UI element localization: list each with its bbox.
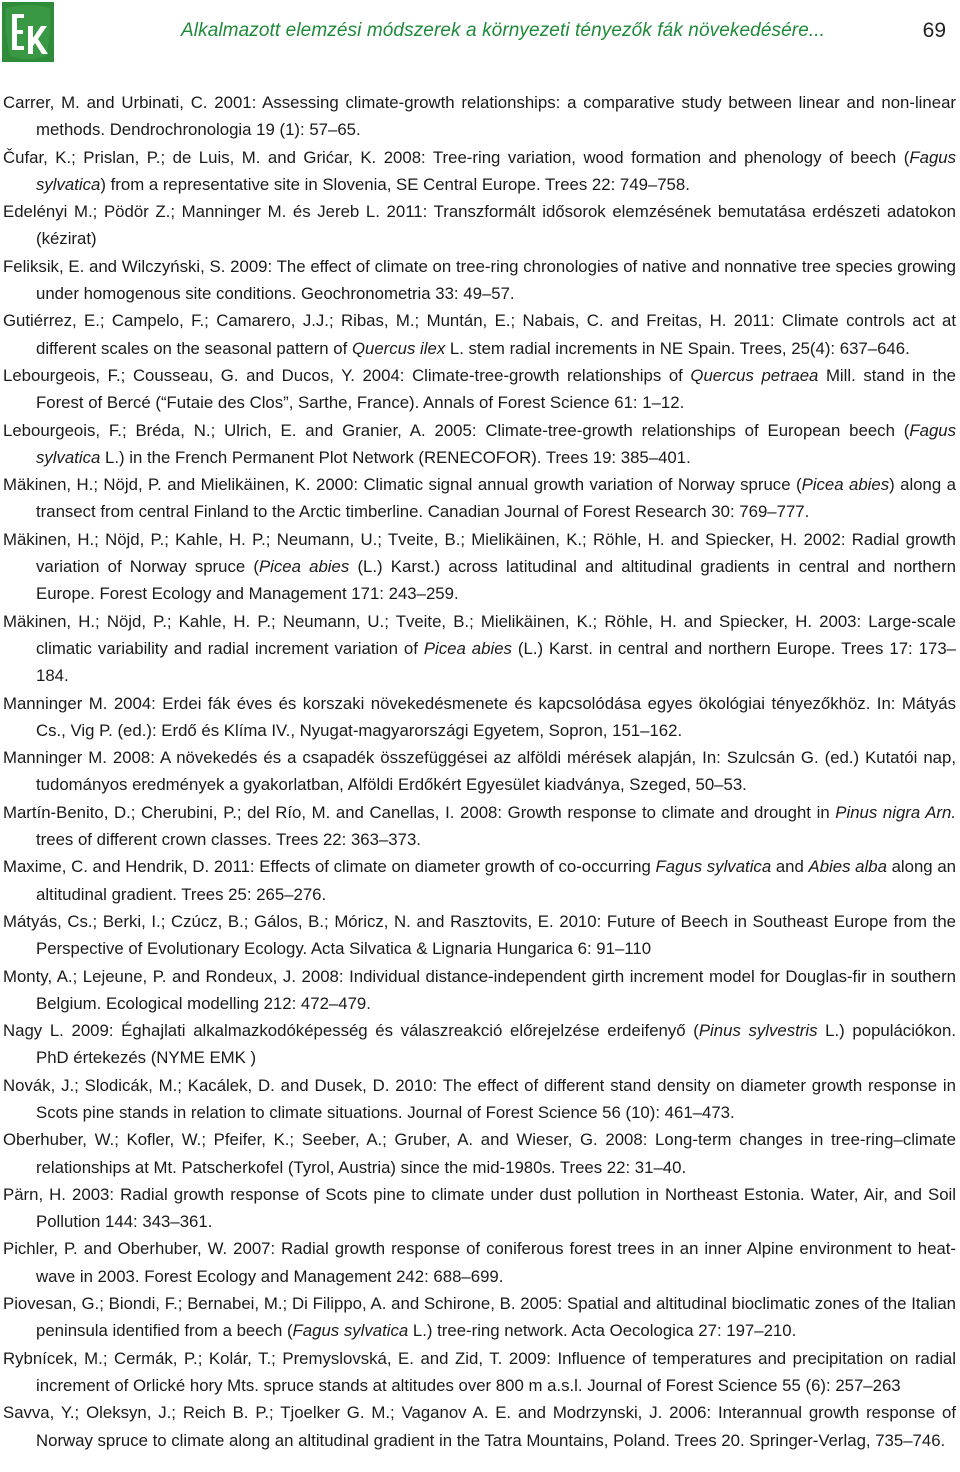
reference-text: Lebourgeois, F.; Bréda, N.; Ulrich, E. and Granier, A. 2005: Climate-tree-growth relationships of European beech ( [3,420,910,440]
reference-italic-text: Fagus sylvatica [36,420,956,467]
reference-text: Novák, J.; Slodicák, M.; Kacálek, D. and Dusek, D. 2010: The effect of different stand density on diameter growth response in Scots pine stands in relation to climate situations. Journal of Forest Science 56 (10): 461–473. [3,1075,956,1122]
reference-text: Piovesan, G.; Biondi, F.; Bernabei, M.; Di Filippo, A. and Schirone, B. 2005: Spatial and altitudinal bioclimatic zones of the Italian peninsula identified from a beech ( [3,1294,956,1341]
reference-text: Feliksik, E. and Wilczyński, S. 2009: The effect of climate on tree-ring chronologies of native and nonnative tree species growing under homogenous site conditions. Geochronometria 33: 49–57. [3,256,956,304]
journal-logo [2,2,54,62]
reference-text: Manninger M. 2004: Erdei fák éves és korszaki növekedésmenete és kapcsolódása egyes ökológiai tényezőkhöz. In: Mátyás Cs., Vig P. (ed.): Erdő és Klíma IV., Nyugat-magyarországi Egyetem, Sopron, 151–162. [3,693,956,740]
reference-italic-text: Picea abies [423,638,512,658]
reference-entry [3,963,956,1018]
reference-text: Savva, Y.; Oleksyn, J.; Reich B. P.; Tjoelker G. M.; Vaganov A. E. and Modrzynski, J. 2006: Interannual growth response of Norway spruce to climate along an altitudinal gradient in the Tatra Mountains, Poland. Trees 20. Springer-Verlag, 735–746. [3,1403,956,1450]
reference-entry [3,744,956,799]
reference-text: L.) in the French Permanent Plot Network (RENECOFOR). Trees 19: 385–401. [100,447,691,467]
reference-entry [3,1126,956,1181]
reference-entry [3,853,956,908]
reference-italic-text: Fagus sylvatica [36,147,956,194]
reference-italic-text: Fagus sylvatica [292,1321,409,1341]
reference-entry [3,526,956,608]
reference-text: Maxime, C. and Hendrik, D. 2011: Effects of climate on diameter growth of co-occurring [3,857,656,877]
reference-text: trees of different crown classes. Trees 22: 363–373. [36,830,421,850]
reference-text: Rybnícek, M.; Cermák, P.; Kolár, T.; Premyslovská, E. and Zid, T. 2009: Influence of temperatures and precipitation on radial increment of Orlické hory Mts. spruce stands at altitudes over 800 m a.s.l. Journal of Forest Science 55 (6): 257–263 [3,1348,956,1395]
reference-text: along an altitudinal gradient. Trees 25: 265–276. [36,857,956,904]
reference-italic-text: Fagus sylvatica [655,857,772,877]
reference-text: ) along a transect from central Finland to the Arctic timberline. Canadian Journal of Forest Research 30: 769–777. [36,475,957,522]
reference-entry [3,908,956,963]
reference-text: and [771,857,809,877]
reference-italic-text: Quercus ilex [351,338,446,358]
reference-entry [3,417,956,472]
reference-text: Mäkinen, H.; Nöjd, P.; Kahle, H. P.; Neumann, U.; Tveite, B.; Mielikäinen, K.; Röhle, H. and Spiecker, H. 2003: Large-scale climatic variability and radial increment variation of [3,611,956,658]
reference-text: Monty, A.; Lejeune, P. and Rondeux, J. 2008: Individual distance-independent girth increment model for Douglas-fir in southern Belgium. Ecological modelling 212: 472–479. [3,966,956,1013]
reference-entry [3,89,956,144]
reference-text: ) from a representative site in Slovenia, SE Central Europe. Trees 22: 749–758. [100,174,690,194]
reference-entry [3,799,956,854]
reference-entry [3,608,956,690]
reference-list [3,89,956,1454]
reference-text: L.) tree-ring network. Acta Oecologica 27: 197–210. [408,1321,797,1341]
reference-italic-text: Picea abies [258,557,350,577]
reference-text: Manninger M. 2008: A növekedés és a csapadék összefüggései az alföldi mérések alapján, In: Szulcsán G. (ed.) Kutatói nap, tudományos eredmények a gyakorlatban, Alföldi Erdőkért Egyesület kiadványa, Szeged, 50–53. [3,748,956,795]
page-header [0,0,960,68]
reference-text: Martín-Benito, D.; Cherubini, P.; del Río, M. and Canellas, I. 2008: Growth response to climate and drought in [3,802,836,822]
reference-text: Mäkinen, H.; Nöjd, P.; Kahle, H. P.; Neumann, U.; Tveite, B.; Mielikäinen, K.; Röhle, H. and Spiecker, H. 2002: Radial growth variation of Norway spruce ( [3,529,956,577]
page-number: 69 [922,19,946,42]
reference-text: (L.) Karst.) across latitudinal and altitudinal gradients in central and northern Europe. Forest Ecology and Management 171: 243–259. [36,557,956,604]
reference-text: L.) populációkon. PhD értekezés (NYME EMK ) [36,1021,956,1068]
reference-text: Nagy L. 2009: Éghajlati alkalmazkodóképesség és válaszreakció előrejelzése erdeifenyő ( [3,1021,699,1041]
reference-text: Carrer, M. and Urbinati, C. 2001: Assessing climate-growth relationships: a comparative study between linear and non-linear methods. Dendrochronologia 19 (1): 57–65. [3,93,956,140]
reference-text: Oberhuber, W.; Kofler, W.; Pfeifer, K.; Seeber, A.; Gruber, A. and Wieser, G. 2008: Long-term changes in tree-ring–climate relationships at Mt. Patscherkofel (Tyrol, Austria) since the mid-1980s. Trees 22: 31–40. [3,1130,956,1177]
reference-entry [3,1345,956,1400]
reference-text: Mäkinen, H.; Nöjd, P. and Mielikäinen, K. 2000: Climatic signal annual growth variation of Norway spruce ( [3,475,802,495]
reference-entry [3,1072,956,1127]
reference-text: Pärn, H. 2003: Radial growth response of Scots pine to climate under dust pollution in Northeast Estonia. Water, Air, and Soil Pollution 144: 343–361. [3,1184,956,1232]
reference-text: Lebourgeois, F.; Cousseau, G. and Ducos, Y. 2004: Climate-tree-growth relationships of [3,365,691,385]
reference-entry [3,690,956,745]
reference-italic-text: Pinus sylvestris [698,1021,818,1041]
reference-italic-text: Pinus nigra Arn. [835,802,956,822]
reference-entry [3,198,956,253]
reference-text: Gutiérrez, E.; Campelo, F.; Camarero, J.J.; Ribas, M.; Muntán, E.; Nabais, C. and Freitas, H. 2011: Climate controls act at different scales on the seasonal pattern of [3,311,956,358]
reference-italic-text: Picea abies [801,475,890,495]
reference-entry [3,362,956,417]
reference-text: Pichler, P. and Oberhuber, W. 2007: Radial growth response of coniferous forest trees in an inner Alpine environment to heat-wave in 2003. Forest Ecology and Management 242: 688–699. [3,1239,956,1286]
reference-entry [3,253,956,308]
reference-text: (L.) Karst. in central and northern Europe. Trees 17: 173–184. [36,638,956,686]
reference-entry [3,1017,956,1072]
reference-text: Mátyás, Cs.; Berki, I.; Czúcz, B.; Gálos, B.; Móricz, N. and Rasztovits, E. 2010: Future of Beech in Southeast Europe from the Perspective of Evolutionary Ecology. Acta Silvatica & Lignaria Hungarica 6: 91–110 [3,911,956,959]
reference-entry [3,144,956,199]
reference-entry [3,471,956,526]
running-title: Alkalmazott elemzési módszerek a környezeti tényezők fák növekedésére... [181,20,825,41]
reference-entry [3,1235,956,1290]
reference-entry [3,1290,956,1345]
reference-text: Edelényi M.; Pödör Z.; Manninger M. és Jereb L. 2011: Transzformált idősorok elemzésének bemutatása erdészeti adatokon (kézirat) [3,202,956,249]
reference-italic-text: Quercus petraea [690,365,819,385]
reference-entry [3,307,956,362]
reference-text: Mill. stand in the Forest of Bercé (“Futaie des Clos”, Sarthe, France). Annals of Forest Science 61: 1–12. [36,365,957,413]
reference-entry [3,1181,956,1236]
reference-text: L. stem radial increments in NE Spain. Trees, 25(4): 637–646. [445,338,910,358]
reference-entry [3,1399,956,1454]
reference-italic-text: Abies alba [808,857,887,877]
reference-text: Čufar, K.; Prislan, P.; de Luis, M. and Grićar, K. 2008: Tree-ring variation, wood formation and phenology of beech ( [3,147,910,167]
